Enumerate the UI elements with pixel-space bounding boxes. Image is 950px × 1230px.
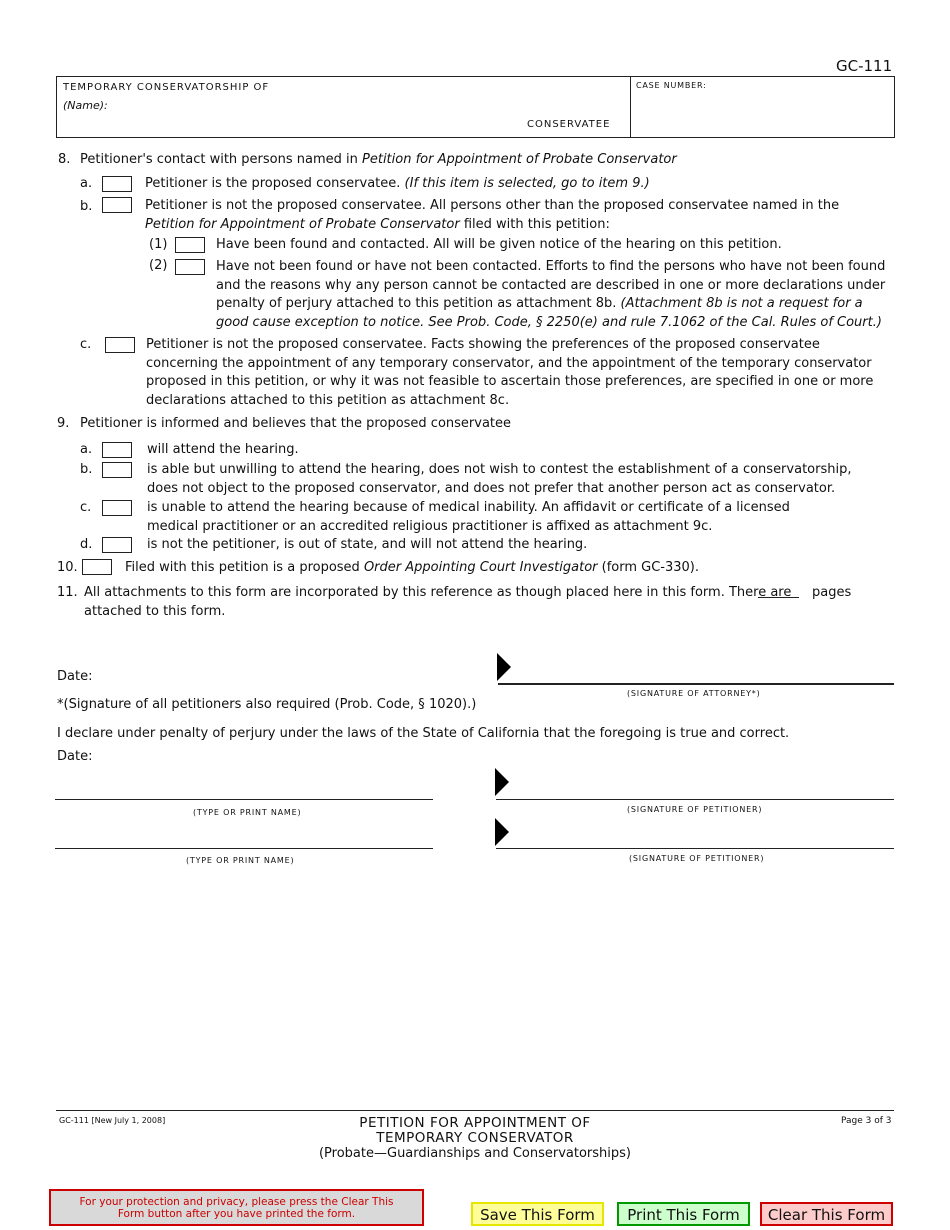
item9b-text: is able but unwilling to attend the hearing, does not wish to contest the establishment of a conservatorship, does not object to the proposed conservator, and does not prefer that another person act as conservator. [147,462,852,496]
print-name-line-1[interactable] [55,799,433,800]
item8b-letter: b. [80,199,93,214]
item8c-letter: c. [80,337,92,352]
form-revision: GC-111 [New July 1, 2008] [59,1116,166,1125]
item9b-letter: b. [80,462,93,477]
item9a-letter: a. [80,442,93,457]
item9c-text: is unable to attend the hearing because of medical inability. An affidavit or certificate of a licensed medical practitioner or an accredited religious practitioner is affixed as attachment 9c. [147,500,790,534]
item8a-letter: a. [80,176,93,191]
item10-checkbox[interactable] [82,559,112,575]
date-label: Date: [57,669,93,684]
caption-title: TEMPORARY CONSERVATORSHIP OF [63,82,270,93]
item8b1-number: (1) [149,237,168,252]
sign-arrow-icon [497,653,511,681]
item8b1-checkbox[interactable] [175,237,205,253]
print-name-label-2: (TYPE OR PRINT NAME) [186,856,295,865]
item9-heading: Petitioner is informed and believes that the proposed conservatee [80,416,512,431]
item9d-letter: d. [80,537,93,552]
declaration-text: I declare under penalty of perjury under the laws of the State of California that the foregoing is true and correct. [57,726,790,741]
item11-number: 11. [57,585,78,600]
case-number-label: CASE NUMBER: [636,81,707,90]
item8c-text: Petitioner is not the proposed conservatee. Facts showing the preferences of the proposed conservatee concerning the appointment of any temporary conservator, and the appointment of the temporary conservator proposed in this petition, or why it was not feasible to ascertain those preferences, are specified in one or more declarations attached to this petition as attachment 8c. [146,337,874,408]
sign-arrow-icon [495,768,509,796]
print-name-label-1: (TYPE OR PRINT NAME) [193,808,302,817]
save-form-button[interactable]: Save This Form [471,1202,604,1226]
caption-conservatee: CONSERVATEE [527,119,611,130]
item9-number: 9. [57,416,70,431]
attorney-signature-line[interactable] [498,683,894,685]
footer-rule [56,1110,894,1111]
item11-text-cont: attached to this form. [84,604,226,619]
petitioner-signature-label-2: (SIGNATURE OF PETITIONER) [629,854,765,863]
print-form-button[interactable]: Print This Form [617,1202,750,1226]
privacy-notice-text: For your protection and privacy, please press the Clear This Form button after you have printed the form. [79,1196,394,1220]
privacy-notice [49,1189,424,1226]
page-number: Page 3 of 3 [841,1116,892,1126]
attorney-signature-label: (SIGNATURE OF ATTORNEY*) [627,689,761,698]
item11-pages-field[interactable] [758,597,799,598]
item11-pages-label: pages [812,585,852,600]
print-name-line-2[interactable] [55,848,433,849]
petitioner-signature-line-1[interactable] [496,799,894,800]
footer-subtitle: (Probate—Guardianships and Conservatorships) [318,1146,631,1161]
footer-title-line-2: TEMPORARY CONSERVATOR [376,1130,574,1146]
clear-form-button[interactable]: Clear This Form [760,1202,893,1226]
item8b-checkbox[interactable] [102,197,132,213]
item8b2-number: (2) [149,258,168,273]
sign-arrow-icon [495,818,509,846]
caption-divider [630,77,631,137]
item9b-checkbox[interactable] [102,462,132,478]
item8b2-checkbox[interactable] [175,259,205,275]
footer-title-line-1: PETITION FOR APPOINTMENT OF [359,1115,591,1131]
item9c-checkbox[interactable] [102,500,132,516]
item10-text: Filed with this petition is a proposed Order Appointing Court Investigator (form GC-330). [125,560,700,575]
petitioner-signature-label-1: (SIGNATURE OF PETITIONER) [627,805,763,814]
form-id: GC-111 [836,57,893,75]
item9a-checkbox[interactable] [102,442,132,458]
item8-number: 8. [58,152,71,167]
item8c-checkbox[interactable] [105,337,135,353]
item9d-checkbox[interactable] [102,537,132,553]
item9c-letter: c. [80,500,92,515]
item9d-text: is not the petitioner, is out of state, and will not attend the hearing. [147,537,588,552]
item8a-checkbox[interactable] [102,176,132,192]
caption-name-label: (Name): [63,99,108,112]
petitioner-signature-line-2[interactable] [496,848,894,849]
petitioners-note: *(Signature of all petitioners also required (Prob. Code, § 1020).) [57,697,477,712]
item8b-text: Petitioner is not the proposed conservatee. All persons other than the proposed conservatee named in the Petition for Appointment of Probate Conservator filed with this petition: [145,198,840,232]
footer-title [280,1116,670,1161]
date-label-2: Date: [57,749,93,764]
item11-text: All attachments to this form are incorporated by this reference as though placed here in this form. There are [84,585,792,600]
item8a-text: Petitioner is the proposed conservatee. (If this item is selected, go to item 9.) [145,176,650,191]
item8b2-text: Have not been found or have not been contacted. Efforts to find the persons who have not been found and the reasons why any person cannot be contacted are described in one or more declarations under penalty of perjury attached to this petition as attachment 8b. (Attachment 8b is not a request for a good cause exception to notice. See Prob. Code, § 2250(e) and rule 7.1062 of the Cal. Rules of Court.) [216,259,886,330]
item8b1-text: Have been found and contacted. All will be given notice of the hearing on this petition. [216,237,782,252]
item8-heading: Petitioner's contact with persons named in Petition for Appointment of Probate Conservator [80,152,677,167]
caption-box [56,76,895,138]
item9a-text: will attend the hearing. [147,442,299,457]
item10-number: 10. [57,560,78,575]
